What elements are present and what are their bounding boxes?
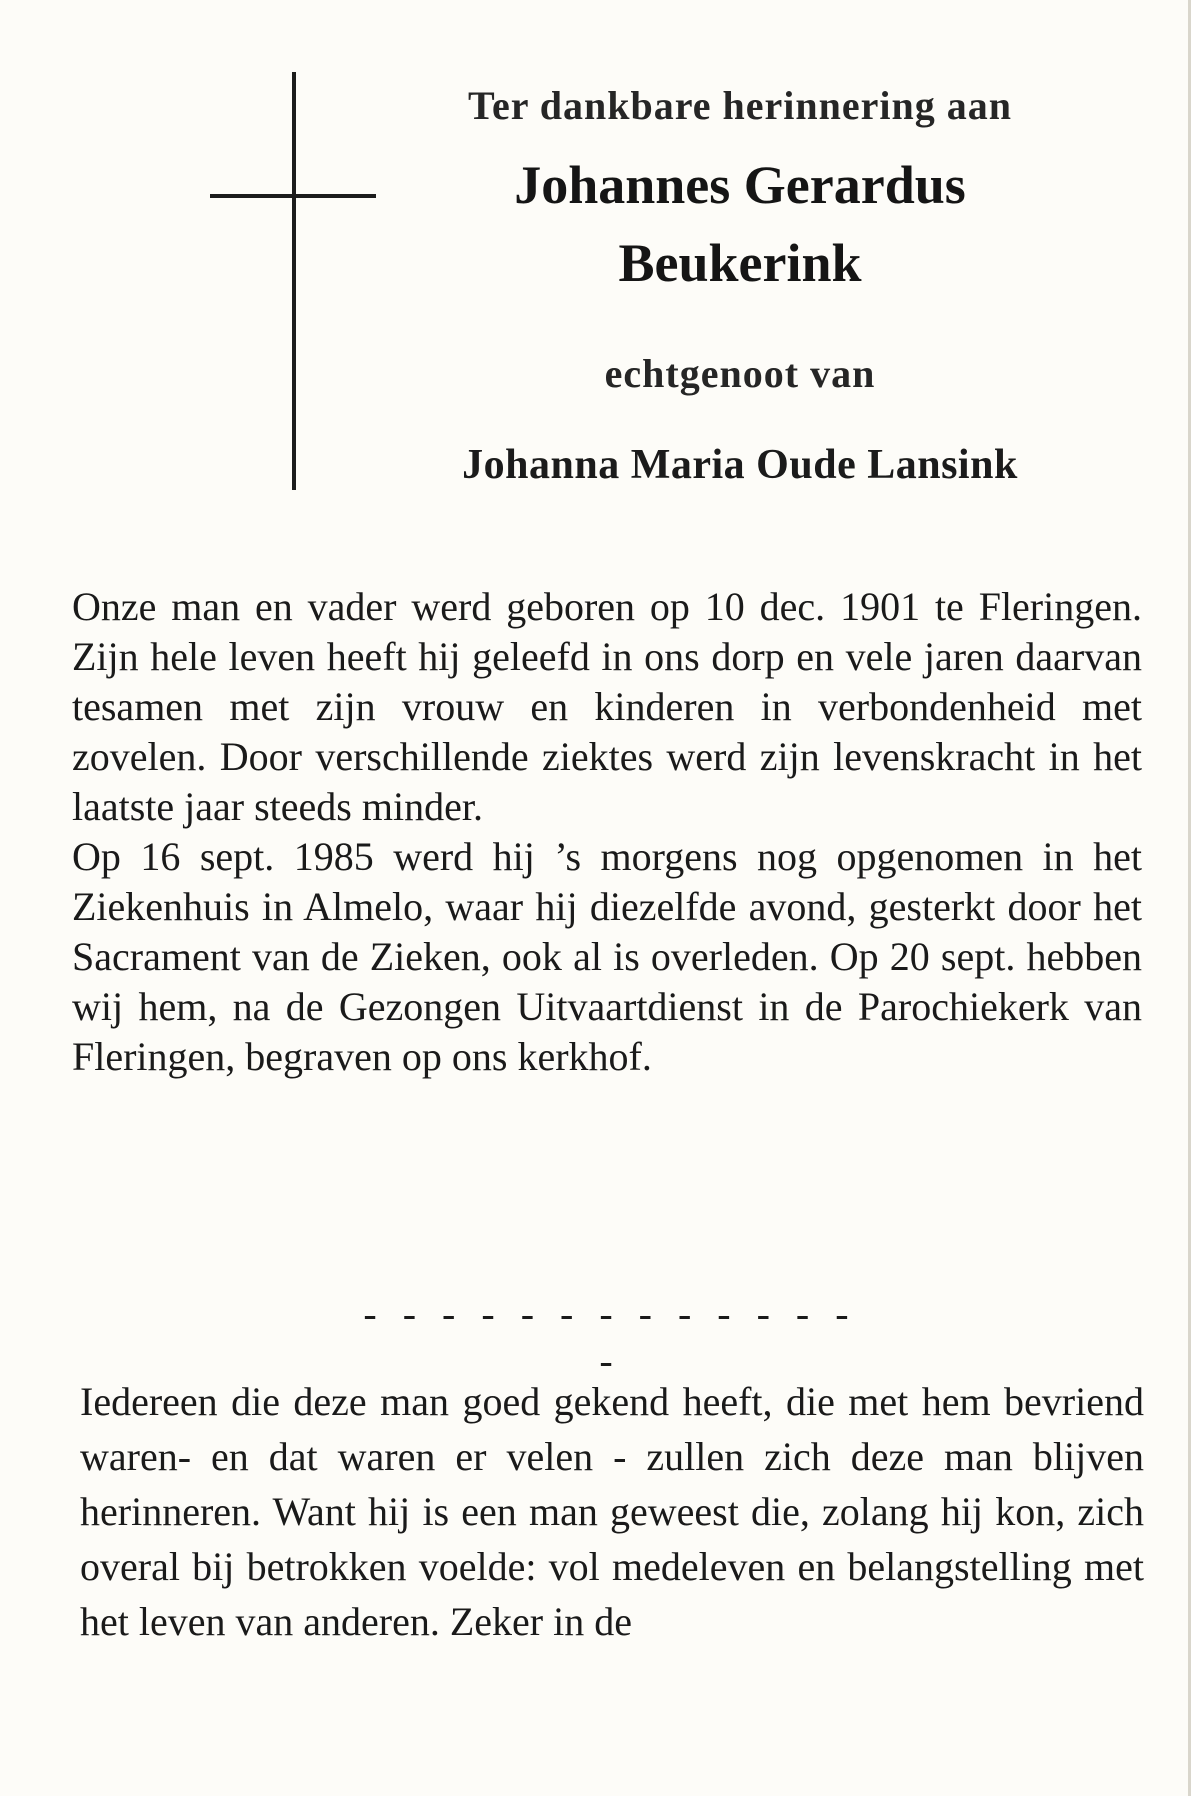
- cross-icon: [292, 72, 296, 490]
- biography-paragraph: Onze man en vader werd geboren op 10 dec. 1901 te Fleringen. Zijn hele leven heeft hij geleefd in ons dorp en vele jaren daarvan tesamen met zijn vrouw en kinderen in verbondenheid met zovelen. Door verschillende ziektes werd zijn levenskracht in het laatste jaar steeds minder.: [72, 584, 1142, 829]
- dashed-separator: - - - - - - - - - - - - - -: [363, 1291, 857, 1383]
- tribute-paragraph: Iedereen die deze man goed gekend heeft, die met hem bevriend waren- en dat waren er velen - zullen zich deze man blijven herinneren. Want hij is een man geweest die, zolang hij kon, zich overal bij betrokken voelde: vol medeleven en belangstelling met het leven van anderen. Zeker in de: [80, 1379, 1144, 1644]
- biography-paragraph: Op 16 sept. 1985 werd hij ’s morgens nog opgenomen in het Ziekenhuis in Almelo, waar hij diezelfde avond, gesterkt door het Sacrament van de Zieken, ook al is overleden. Op 20 sept. hebben wij hem, na de Gezongen Uitvaartdienst in de Parochiekerk van Fleringen, begraven op ons kerkhof.: [72, 834, 1142, 1079]
- cross-icon-crossbar: [210, 194, 376, 198]
- dedication-line: Ter dankbare herinnering aan: [467, 83, 1013, 128]
- spouse-label: echtgenoot van: [604, 351, 876, 396]
- card-header: [400, 78, 1080, 494]
- spouse-name: Johanna Maria Oude Lansink: [462, 442, 1018, 488]
- tribute: [80, 1374, 1144, 1649]
- biography: [72, 582, 1142, 1082]
- deceased-name: Johannes Gerardus Beukerink: [514, 155, 966, 293]
